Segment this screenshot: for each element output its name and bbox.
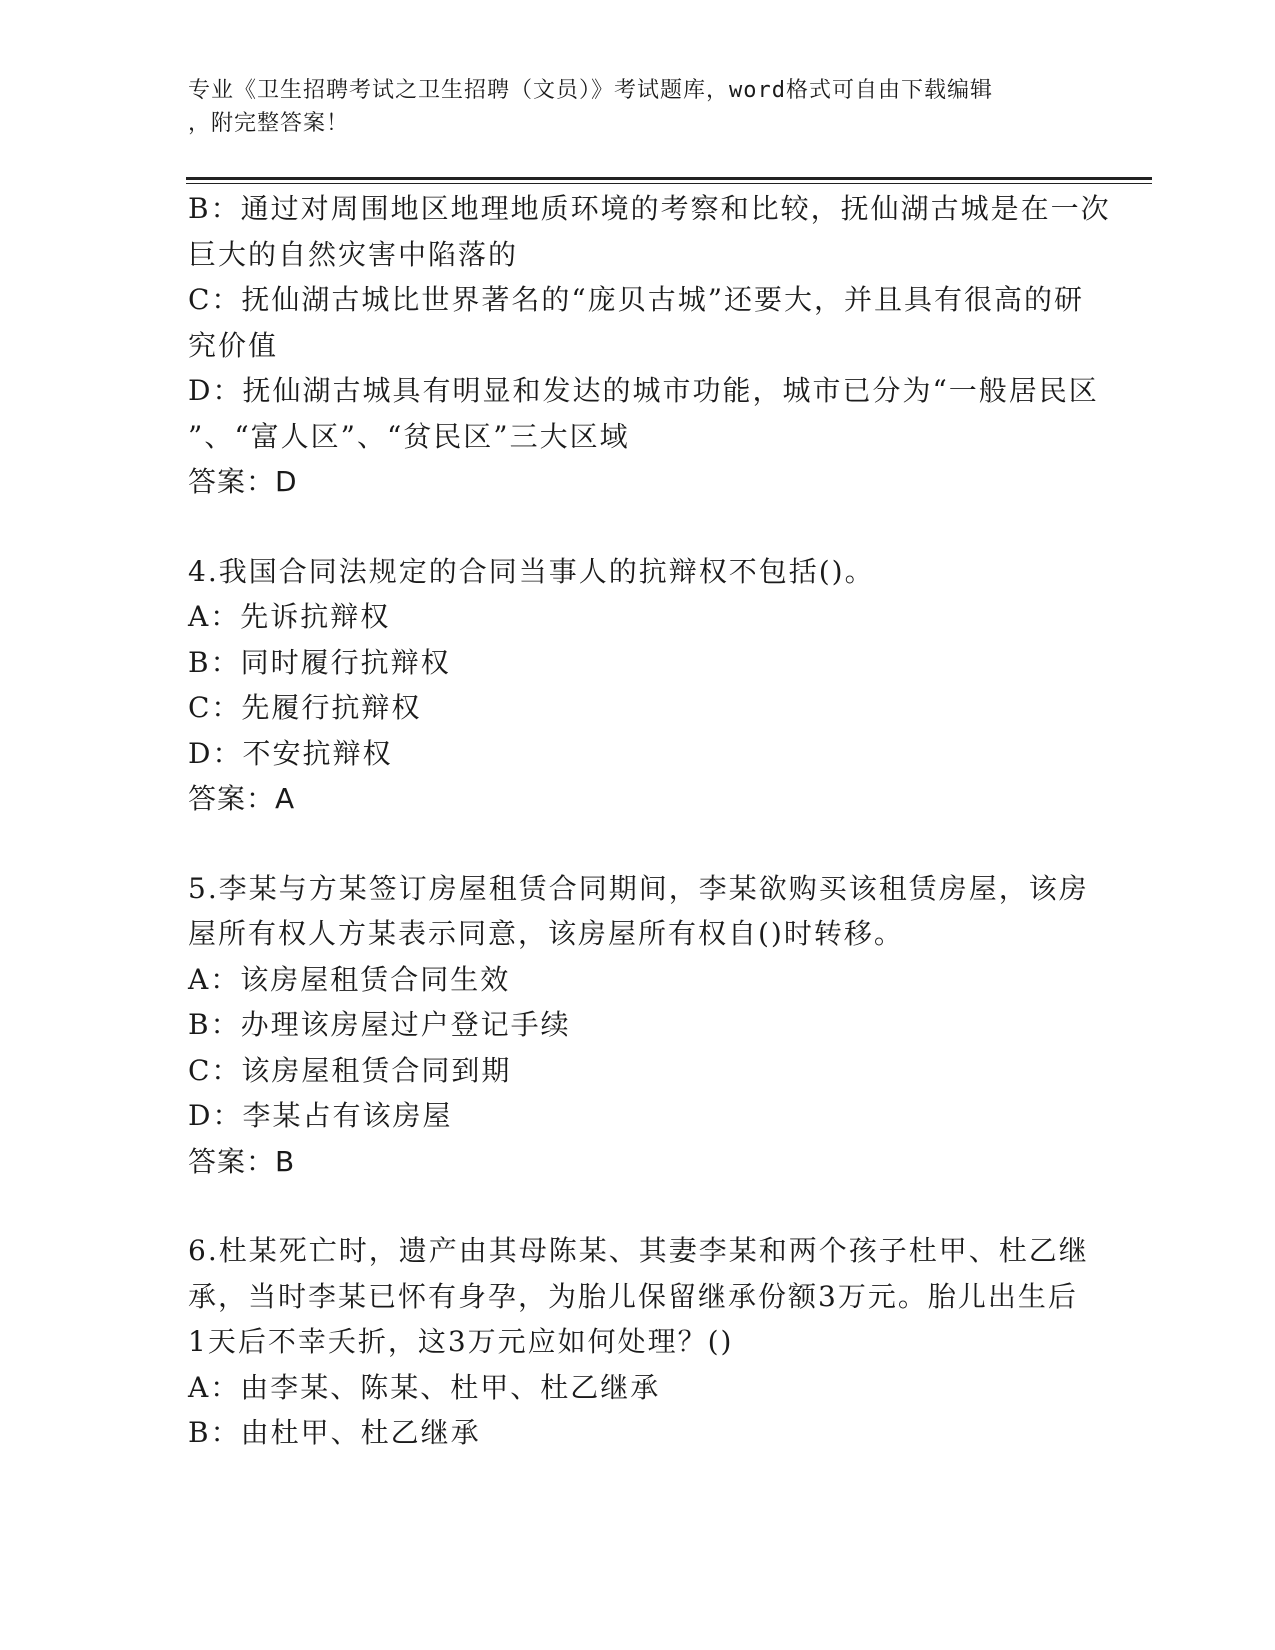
q3-option-d-line1: D：抚仙湖古城具有明显和发达的城市功能，城市已分为“一般居民区 (188, 374, 1099, 407)
q6-option-a: A：由李某、陈某、杜甲、杜乙继承 (188, 1370, 661, 1404)
q6-option-b: B：由杜甲、杜乙继承 (188, 1416, 481, 1449)
q5-option-a: A：该房屋租赁合同生效 (188, 962, 511, 996)
header-divider-thick (186, 177, 1152, 180)
q3-option-b-line1: B：通过对周围地区地理地质环境的考察和比较，抚仙湖古城是在一次 (188, 192, 1111, 225)
q6-stem-line3: 1天后不幸夭折，这3万元应如何处理？() (188, 1325, 734, 1358)
q4-answer: 答案：A (188, 782, 296, 815)
q4-option-b: B：同时履行抗辩权 (188, 645, 451, 679)
q5-answer: 答案：B (188, 1144, 296, 1178)
header-divider-thin (186, 183, 1152, 184)
q5-stem-line1: 5.李某与方某签订房屋租赁合同期间，李某欲购买该租赁房屋，该房 (188, 871, 1089, 905)
q4-option-c: C：先履行抗辩权 (188, 691, 422, 724)
question-content (188, 186, 1111, 1456)
question-5-block (188, 866, 1088, 1185)
q3-option-c-line1: C：抚仙湖古城比世界著名的“庞贝古城”还要大，并且具有很高的研 (188, 283, 1085, 316)
q3-answer: 答案：D (188, 465, 298, 498)
q6-stem-line1: 6.杜某死亡时，遗产由其母陈某、其妻李某和两个孩子杜甲、杜乙继 (188, 1234, 1089, 1267)
q5-option-c: C：该房屋租赁合同到期 (188, 1053, 512, 1087)
q3-option-d-line2: ”、“富人区”、“贫民区”三大区域 (188, 419, 630, 453)
question-3-block (188, 186, 1111, 505)
header-line-2: ，附完整答案！ (188, 111, 350, 136)
q4-option-a: A：先诉抗辩权 (188, 600, 391, 633)
q5-stem-line2: 屋所有权人方某表示同意，该房屋所有权自()时转移。 (188, 917, 904, 950)
q5-option-d: D：李某占有该房屋 (188, 1099, 453, 1132)
q4-stem: 4.我国合同法规定的合同当事人的抗辩权不包括()。 (188, 554, 875, 588)
header-line-1: 专业《卫生招聘考试之卫生招聘（文员）》考试题库，word格式可自由下载编辑 (188, 78, 993, 103)
q5-option-b: B：办理该房屋过户登记手续 (188, 1008, 571, 1041)
q4-option-d: D：不安抗辩权 (188, 736, 393, 770)
document-header (188, 74, 1068, 140)
q6-stem-line2: 承，当时李某已怀有身孕，为胎儿保留继承份额3万元。胎儿出生后 (188, 1279, 1078, 1313)
question-6-block (188, 1228, 1088, 1456)
q3-option-b-line2: 巨大的自然灾害中陷落的 (188, 237, 519, 271)
question-4-block (188, 549, 1088, 822)
q3-option-c-line2: 究价值 (188, 328, 279, 362)
